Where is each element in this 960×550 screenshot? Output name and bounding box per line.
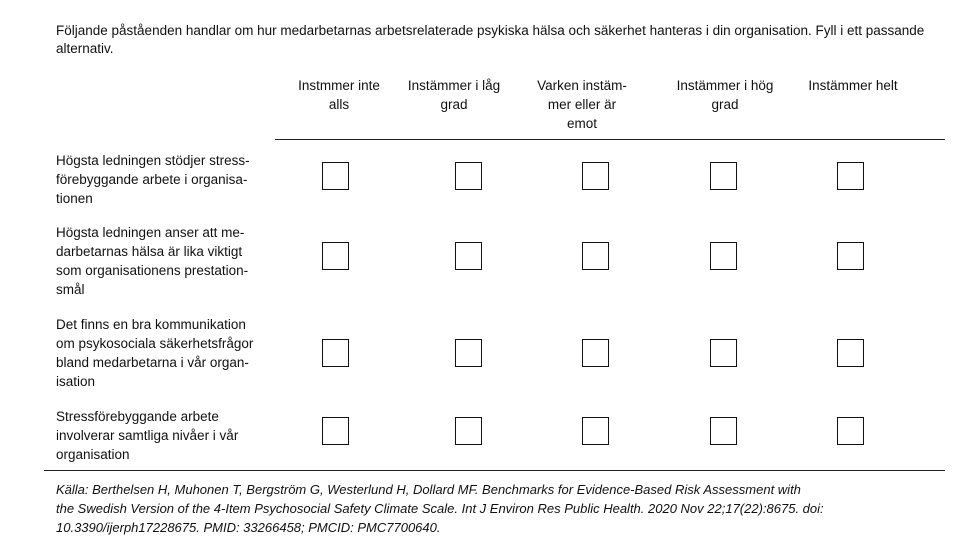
statement-line: bland medarbetarna i vår organ- xyxy=(56,355,249,370)
column-header-agree-low xyxy=(394,76,514,114)
checkbox-statement-4-option-3[interactable] xyxy=(582,417,609,445)
checkbox-statement-2-option-5[interactable] xyxy=(837,242,864,270)
statement-line: darbetarnas hälsa är lika viktigt xyxy=(56,244,243,259)
checkbox-statement-2-option-3[interactable] xyxy=(582,242,609,270)
checkbox-statement-3-option-2[interactable] xyxy=(455,339,482,367)
statement-1 xyxy=(56,151,266,208)
checkbox-statement-4-option-4[interactable] xyxy=(710,417,737,445)
checkbox-statement-1-option-5[interactable] xyxy=(837,162,864,190)
statement-line: Det finns en bra kommunikation xyxy=(56,317,246,332)
statement-line: smål xyxy=(56,282,85,297)
checkbox-statement-4-option-1[interactable] xyxy=(322,417,349,445)
column-header-line: grad xyxy=(440,97,468,112)
column-header-agree-completely xyxy=(793,76,913,95)
statement-line: Stressförebyggande arbete xyxy=(56,409,219,424)
checkbox-statement-3-option-4[interactable] xyxy=(710,339,737,367)
statement-line: som organisationens prestation- xyxy=(56,263,249,278)
column-header-line: Varken instäm- xyxy=(537,78,627,93)
column-header-line: grad xyxy=(711,97,739,112)
bottom-divider xyxy=(44,470,945,471)
citation-line: the Swedish Version of the 4-Item Psychosocial Safety Climate Scale. Int J Environ Res Public Health. 2020 Nov 22;17(22):8675. doi: xyxy=(56,501,824,516)
statement-line: isation xyxy=(56,374,96,389)
column-header-line: Instämmer i låg xyxy=(407,78,501,93)
column-header-line: alls xyxy=(328,97,350,112)
column-header-line: mer eller är xyxy=(547,97,617,112)
checkbox-statement-1-option-2[interactable] xyxy=(455,162,482,190)
citation-line: 10.3390/ijerph17228675. PMID: 33266458; PMCID: PMC7700640. xyxy=(56,520,441,535)
checkbox-statement-2-option-2[interactable] xyxy=(455,242,482,270)
column-header-neutral xyxy=(522,76,642,133)
checkbox-statement-1-option-3[interactable] xyxy=(582,162,609,190)
checkbox-statement-3-option-3[interactable] xyxy=(582,339,609,367)
checkbox-statement-3-option-1[interactable] xyxy=(322,339,349,367)
column-header-line: Instämmer i hög xyxy=(676,78,774,93)
statement-4 xyxy=(56,407,266,464)
column-header-disagree-completely xyxy=(279,76,399,114)
statement-line: involverar samtliga nivåer i vår xyxy=(56,428,239,443)
statement-2 xyxy=(56,223,266,299)
checkbox-statement-4-option-2[interactable] xyxy=(455,417,482,445)
header-divider xyxy=(275,139,945,140)
statement-line: Högsta ledningen anser att me- xyxy=(56,225,245,240)
citation-line: Källa: Berthelsen H, Muhonen T, Bergström G, Westerlund H, Dollard MF. Benchmarks for Evidence-Based Risk Assessment with xyxy=(56,482,801,497)
statement-line: Högsta ledningen stödjer stress- xyxy=(56,153,250,168)
column-header-line: emot xyxy=(566,116,597,131)
statement-line: organisation xyxy=(56,447,130,462)
statement-line: om psykosociala säkerhetsfrågor xyxy=(56,336,254,351)
checkbox-statement-1-option-1[interactable] xyxy=(322,162,349,190)
survey-instructions: Följande påståenden handlar om hur medarbetarnas arbetsrelaterade psykiska hälsa och säkerhet hanteras i din organisation. Fyll i ett passande alternativ. xyxy=(56,23,925,56)
column-header-line: Instmmer inte xyxy=(298,78,380,93)
source-citation xyxy=(56,480,916,537)
checkbox-statement-2-option-4[interactable] xyxy=(710,242,737,270)
checkbox-statement-4-option-5[interactable] xyxy=(837,417,864,445)
column-header-line: Instämmer helt xyxy=(808,78,898,93)
statement-line: tionen xyxy=(56,191,93,206)
column-header-agree-high xyxy=(665,76,785,114)
statement-3 xyxy=(56,315,266,391)
checkbox-statement-3-option-5[interactable] xyxy=(837,339,864,367)
checkbox-statement-1-option-4[interactable] xyxy=(710,162,737,190)
statement-line: förebyggande arbete i organisa- xyxy=(56,172,248,187)
checkbox-statement-2-option-1[interactable] xyxy=(322,242,349,270)
